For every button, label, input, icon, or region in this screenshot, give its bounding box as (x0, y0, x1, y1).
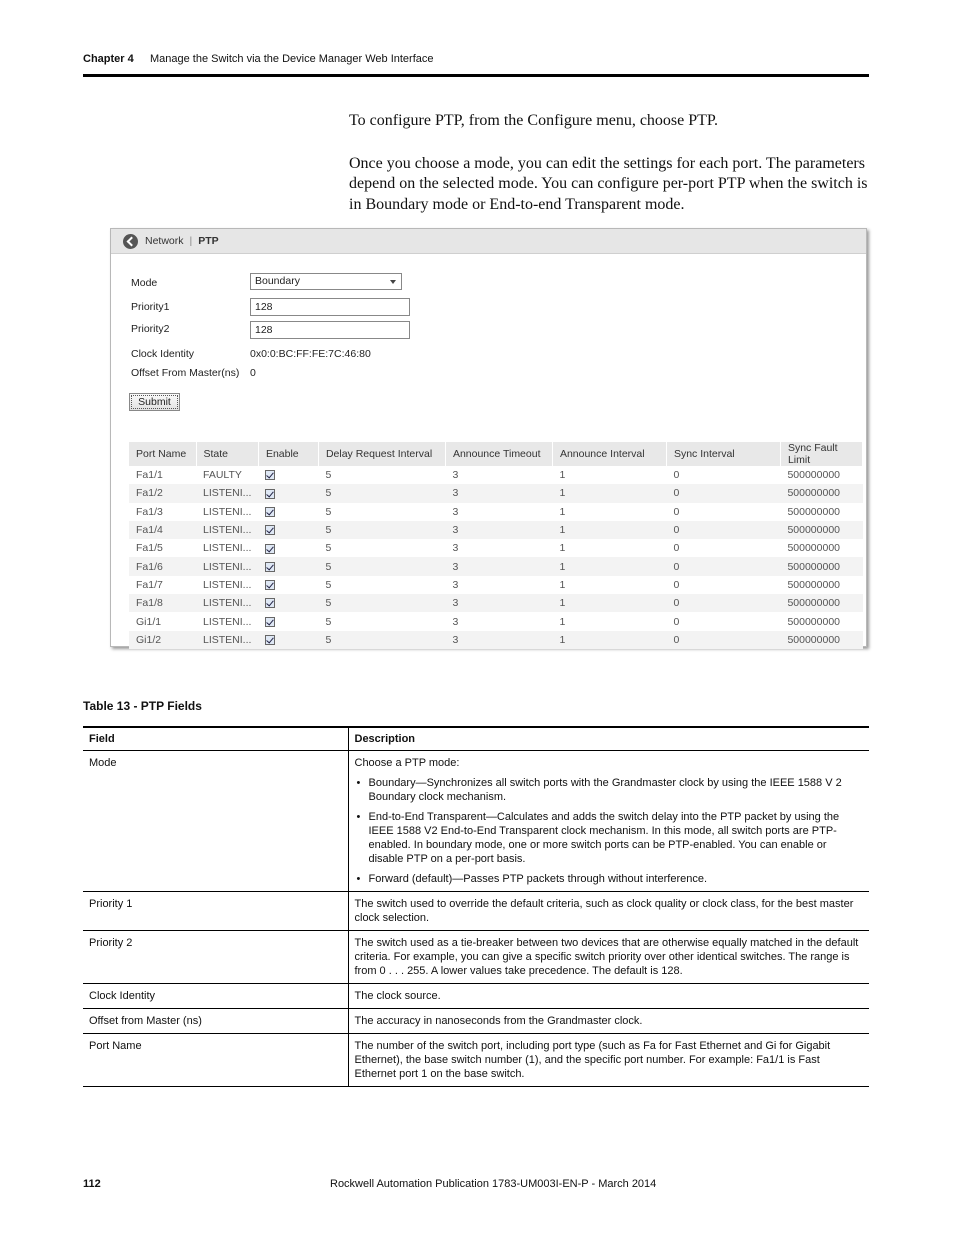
announce-timeout-cell: 3 (452, 578, 459, 591)
back-arrow-icon[interactable] (123, 234, 138, 249)
announce-interval-cell: 1 (552, 484, 666, 502)
sync-interval-cell: 0 (666, 557, 780, 575)
sync-interval-cell: 0 (673, 505, 680, 518)
field-name: Mode (83, 751, 348, 892)
table-row[interactable] (129, 484, 863, 502)
priority1-input[interactable]: 128 (250, 298, 410, 316)
priority2-label: Priority2 (131, 323, 170, 335)
column-header[interactable]: Announce Timeout (445, 442, 552, 466)
field-description: The number of the switch port, including port type (such as Fa for Fast Ethernet and Gi for Gigabit Ethernet), the base switch number (1), and the specific port number. For example: Fa1/1 is Fast Ethernet port 1 on the base switch. (348, 1034, 869, 1087)
sync-interval-cell: 0 (666, 631, 780, 649)
field-name: Priority 2 (83, 931, 348, 984)
delay-request-cell: 5 (318, 631, 445, 649)
table-row[interactable] (129, 594, 863, 612)
table-row (83, 1009, 869, 1034)
publication-info: Rockwell Automation Publication 1783-UM003I-EN-P - March 2014 (330, 1178, 657, 1190)
enable-checkbox[interactable] (265, 635, 275, 645)
mode-intro: Choose a PTP mode: (354, 757, 460, 769)
sync-fault-limit-cell: 500000000 (780, 521, 862, 539)
sync-fault-limit-cell: 500000000 (787, 505, 840, 518)
delay-request-cell: 5 (325, 469, 332, 482)
clock-identity-value: 0x0:0:BC:FF:FE:7C:46:80 (250, 348, 371, 360)
field-name: Priority 1 (83, 892, 348, 931)
state-cell: LISTENI... (203, 578, 252, 591)
state-cell: LISTENI... (196, 594, 258, 612)
delay-request-cell: 5 (325, 578, 332, 591)
list-item: • End-to-End Transparent—Calculates and adds the switch delay into the PTP packet by using the IEEE 1588 V2 End-to-End Transparent clock mechanism. In this mode, all switch ports are PTP-enabled. In boundary mode, one or more switch ports can be PTP-enabled. You can enable or disable PTP on a per-port basis. (355, 810, 864, 866)
port-name-cell: Fa1/2 (129, 484, 196, 502)
sync-fault-limit-cell: 500000000 (780, 557, 862, 575)
state-cell: LISTENI... (196, 484, 258, 502)
fields-table-body (83, 751, 869, 1087)
sync-interval-cell: 0 (673, 615, 680, 628)
enable-cell (258, 484, 318, 502)
table-row[interactable] (129, 466, 863, 484)
delay-request-cell: 5 (318, 557, 445, 575)
enable-cell (258, 594, 318, 612)
field-name: Port Name (83, 1034, 348, 1087)
breadcrumb-ptp: PTP (198, 235, 219, 247)
header-rule (83, 74, 869, 77)
enable-checkbox[interactable] (265, 507, 275, 517)
column-header[interactable]: Announce Interval (552, 442, 666, 466)
port-name-cell: Fa1/8 (129, 594, 196, 612)
state-cell: LISTENI... (203, 542, 252, 555)
table-row[interactable] (129, 576, 863, 594)
breadcrumb-bar (111, 229, 866, 254)
delay-request-cell: 5 (318, 521, 445, 539)
port-name-cell: Fa1/3 (136, 505, 163, 518)
announce-interval-cell: 1 (559, 542, 566, 555)
port-table-body (129, 466, 863, 649)
table-row[interactable] (129, 612, 863, 630)
mode-select[interactable] (250, 273, 402, 290)
port-name-cell: Gi1/1 (136, 615, 162, 628)
announce-timeout-cell: 3 (452, 542, 459, 555)
announce-interval-cell: 1 (559, 615, 566, 628)
field-description: The accuracy in nanoseconds from the Grandmaster clock. (348, 1009, 869, 1034)
port-table (129, 442, 863, 649)
state-cell: LISTENI... (196, 631, 258, 649)
enable-checkbox[interactable] (265, 470, 275, 480)
enable-cell (258, 503, 318, 521)
state-cell: LISTENI... (196, 521, 258, 539)
sync-interval-cell: 0 (673, 542, 680, 555)
sync-interval-cell: 0 (666, 521, 780, 539)
announce-interval-cell: 1 (559, 578, 566, 591)
submit-button[interactable]: Submit (129, 393, 180, 411)
announce-timeout-cell: 3 (445, 521, 552, 539)
enable-checkbox[interactable] (265, 598, 275, 608)
state-cell: FAULTY (203, 469, 242, 482)
port-table-header (129, 442, 863, 466)
announce-interval-cell: 1 (552, 521, 666, 539)
port-name-cell: Fa1/7 (136, 578, 163, 591)
announce-timeout-cell: 3 (452, 615, 459, 628)
list-item: • Boundary—Synchronizes all switch ports with the Grandmaster clock by using the IEEE 1588 V 2 Boundary clock mechanism. (355, 776, 864, 804)
port-name-cell: Fa1/6 (129, 557, 196, 575)
table-row[interactable] (129, 631, 863, 649)
enable-cell (258, 521, 318, 539)
delay-request-cell: 5 (318, 484, 445, 502)
offset-value: 0 (250, 367, 256, 379)
enable-checkbox[interactable] (265, 580, 275, 590)
table-caption: Table 13 - PTP Fields (83, 699, 202, 713)
breadcrumb-separator: | (189, 235, 193, 247)
announce-timeout-cell: 3 (445, 594, 552, 612)
enable-cell (258, 576, 318, 594)
announce-interval-cell: 1 (559, 469, 566, 482)
enable-cell (258, 631, 318, 649)
port-name-cell: Gi1/2 (129, 631, 196, 649)
intro-paragraph: To configure PTP, from the Configure menu, choose PTP. (349, 112, 719, 129)
chevron-down-icon (390, 280, 396, 284)
list-item: • Forward (default)—Passes PTP packets through without interference. (355, 872, 864, 886)
enable-cell (258, 539, 318, 557)
announce-timeout-cell: 3 (452, 469, 459, 482)
delay-request-cell: 5 (325, 615, 332, 628)
announce-interval-cell: 1 (552, 594, 666, 612)
field-description: The switch used as a tie-breaker between two devices that are otherwise equally matched in the default criteria. For example, you can give a specific switch priority over other identical switches. The range is from 0 . . . 255. A lower values take precedence. The default is 128. (348, 931, 869, 984)
clock-identity-label: Clock Identity (131, 348, 195, 360)
column-header[interactable]: Port Name (129, 442, 196, 466)
intro-paragraph: Once you choose a mode, you can edit the settings for each port. The parameters depend on the selected mode. You can configure per-port PTP when the switch is in Boundary mode or End-to-end Transparent mode. (349, 154, 868, 213)
table-row[interactable] (129, 557, 863, 575)
state-cell: LISTENI... (203, 505, 252, 518)
field-name: Clock Identity (83, 984, 348, 1009)
sync-fault-limit-cell: 500000000 (780, 594, 862, 612)
port-name-cell: Fa1/1 (136, 469, 163, 482)
sync-interval-cell: 0 (666, 484, 780, 502)
mode-list (355, 776, 864, 886)
breadcrumb (145, 235, 219, 247)
announce-timeout-cell: 3 (452, 505, 459, 518)
table-row (83, 931, 869, 984)
page-number: 112 (83, 1178, 101, 1190)
announce-interval-cell: 1 (552, 557, 666, 575)
announce-timeout-cell: 3 (445, 631, 552, 649)
sync-interval-cell: 0 (673, 469, 680, 482)
field-description: The switch used to override the default criteria, such as clock quality or clock class, for the best master clock selection. (348, 892, 869, 931)
sync-interval-cell: 0 (673, 578, 680, 591)
sync-interval-cell: 0 (666, 594, 780, 612)
table-row (83, 892, 869, 931)
announce-timeout-cell: 3 (445, 484, 552, 502)
field-description (348, 751, 869, 892)
enable-checkbox[interactable] (265, 489, 275, 499)
table-row[interactable] (129, 503, 863, 521)
field-name: Offset from Master (ns) (83, 1009, 348, 1034)
table-row[interactable] (129, 521, 863, 539)
port-name-cell: Fa1/4 (129, 521, 196, 539)
delay-request-cell: 5 (325, 542, 332, 555)
mode-label: Mode (131, 277, 158, 289)
field-description: The clock source. (348, 984, 869, 1009)
field-column-header: Field (83, 727, 348, 751)
enable-checkbox[interactable] (265, 544, 275, 554)
sync-fault-limit-cell: 500000000 (780, 484, 862, 502)
table-row (83, 984, 869, 1009)
enable-cell (258, 466, 318, 484)
announce-interval-cell: 1 (559, 505, 566, 518)
enable-cell (258, 557, 318, 575)
sync-fault-limit-cell: 500000000 (787, 578, 840, 591)
state-cell: LISTENI... (203, 615, 252, 628)
sync-fault-limit-cell: 500000000 (787, 615, 840, 628)
ptp-screenshot (110, 228, 867, 647)
chapter-label: Chapter 4 (83, 53, 134, 65)
fields-header-row (83, 727, 869, 751)
announce-interval-cell: 1 (552, 631, 666, 649)
state-cell: LISTENI... (196, 557, 258, 575)
table-row (83, 1034, 869, 1087)
offset-label: Offset From Master(ns) (131, 367, 240, 379)
sync-fault-limit-cell: 500000000 (780, 631, 862, 649)
announce-timeout-cell: 3 (445, 557, 552, 575)
enable-cell (258, 612, 318, 630)
column-header[interactable]: Sync Fault Limit (780, 442, 862, 466)
breadcrumb-network[interactable]: Network (145, 235, 184, 247)
mode-select-value: Boundary (255, 275, 300, 287)
enable-checkbox[interactable] (265, 617, 275, 627)
sync-fault-limit-cell: 500000000 (787, 542, 840, 555)
column-header[interactable]: State (196, 442, 258, 466)
column-header[interactable]: Sync Interval (666, 442, 780, 466)
column-header[interactable]: Enable (258, 442, 318, 466)
column-header[interactable]: Delay Request Interval (318, 442, 445, 466)
ptp-fields-table (83, 726, 869, 1087)
chapter-title: Manage the Switch via the Device Manager Web Interface (150, 53, 434, 65)
enable-checkbox[interactable] (265, 525, 275, 535)
delay-request-cell: 5 (325, 505, 332, 518)
delay-request-cell: 5 (318, 594, 445, 612)
description-column-header: Description (348, 727, 869, 751)
priority2-input[interactable]: 128 (250, 321, 410, 339)
sync-fault-limit-cell: 500000000 (787, 469, 840, 482)
priority1-label: Priority1 (131, 301, 170, 313)
table-row[interactable] (129, 539, 863, 557)
table-row (83, 751, 869, 892)
enable-checkbox[interactable] (265, 562, 275, 572)
port-name-cell: Fa1/5 (136, 542, 163, 555)
intro-text (349, 111, 869, 237)
